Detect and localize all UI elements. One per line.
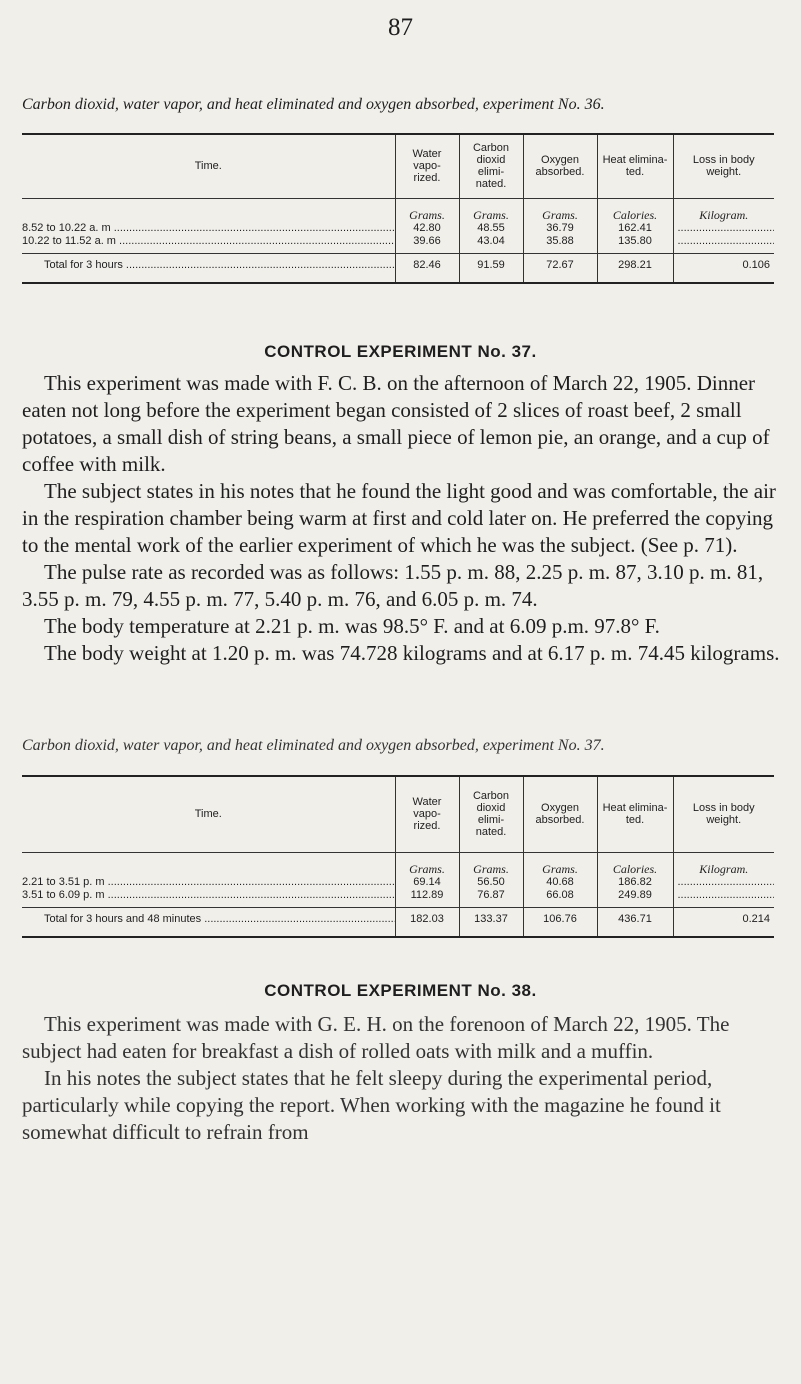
row-time: 8.52 to 10.22 a. m ..... bbox=[22, 222, 395, 235]
total-water: 182.03 bbox=[395, 907, 459, 937]
row-time: 2.21 to 3.51 p. m ..... bbox=[22, 876, 395, 889]
table-experiment-36 bbox=[22, 133, 774, 284]
total-oxygen: 72.67 bbox=[523, 253, 597, 283]
table-experiment-37 bbox=[22, 775, 774, 938]
header-heat: Heat elimina- ted. bbox=[597, 134, 673, 198]
header-loss: Loss in body weight. bbox=[673, 134, 774, 198]
cell-oxygen: 36.79 bbox=[523, 222, 597, 235]
cell-water: 39.66 bbox=[395, 235, 459, 254]
header-co2: Carbon dioxid elimi- nated. bbox=[459, 134, 523, 198]
total-heat: 436.71 bbox=[597, 907, 673, 937]
total-heat: 298.21 bbox=[597, 253, 673, 283]
cell-loss bbox=[673, 889, 774, 908]
units-row: Grams. Grams. Grams. Calories. Kilogram. bbox=[22, 852, 774, 876]
paragraph: The subject states in his notes that he found the light good and was comfortable, the air in the respiration chamber being warm at first and cold later on. He preferred the copying to the mental work of the earlier experiment of which he was the subject. (See p. 71). bbox=[22, 479, 776, 557]
cell-oxygen: 35.88 bbox=[523, 235, 597, 254]
header-oxygen: Oxygen absorbed. bbox=[523, 776, 597, 852]
table-36-caption: Carbon dioxid, water vapor, and heat eliminated and oxygen absorbed, experiment No. 36. bbox=[22, 96, 605, 113]
table-row bbox=[22, 235, 774, 254]
header-time: Time. bbox=[22, 776, 395, 852]
cell-co2: 76.87 bbox=[459, 889, 523, 908]
total-loss: 0.106 bbox=[673, 253, 774, 283]
header-co2: Carbon dioxid elimi- nated. bbox=[459, 776, 523, 852]
paragraph: In his notes the subject states that he felt sleepy during the experimental period, particularly while copying the report. When working with the magazine he found it somewhat difficult to refrain from bbox=[22, 1066, 721, 1144]
paragraph: The body temperature at 2.21 p. m. was 98.5° F. and at 6.09 p.m. 97.8° F. bbox=[44, 614, 660, 638]
cell-oxygen: 66.08 bbox=[523, 889, 597, 908]
total-label: Total for 3 hours and 48 minutes ..... bbox=[22, 907, 395, 937]
cell-heat: 186.82 bbox=[597, 876, 673, 889]
cell-heat: 162.41 bbox=[597, 222, 673, 235]
total-oxygen: 106.76 bbox=[523, 907, 597, 937]
header-time: Time. bbox=[22, 134, 395, 198]
cell-water: 112.89 bbox=[395, 889, 459, 908]
table-row bbox=[22, 222, 774, 235]
header-water: Water vapo- rized. bbox=[395, 776, 459, 852]
header-water: Water vapo- rized. bbox=[395, 134, 459, 198]
total-row bbox=[22, 907, 774, 937]
cell-water: 42.80 bbox=[395, 222, 459, 235]
paragraph: The body weight at 1.20 p. m. was 74.728 kilograms and at 6.17 p. m. 74.45 kilograms. bbox=[44, 641, 780, 665]
paragraph: This experiment was made with F. C. B. on the afternoon of March 22, 1905. Dinner eaten not long before the experiment began consisted of 2 slices of roast beef, 2 small potatoes, a small dish of string beans, a small piece of lemon pie, an orange, and a cup of coffee with milk. bbox=[22, 371, 770, 476]
total-water: 82.46 bbox=[395, 253, 459, 283]
total-loss: 0.214 bbox=[673, 907, 774, 937]
page-number: 87 bbox=[388, 14, 413, 41]
cell-heat: 135.80 bbox=[597, 235, 673, 254]
row-time: 10.22 to 11.52 a. m ..... bbox=[22, 235, 395, 254]
units-row: Grams. Grams. Grams. Calories. Kilogram. bbox=[22, 198, 774, 222]
header-heat: Heat elimina- ted. bbox=[597, 776, 673, 852]
experiment-37-heading: CONTROL EXPERIMENT No. 37. bbox=[264, 342, 537, 361]
experiment-37-text bbox=[22, 370, 782, 667]
total-co2: 91.59 bbox=[459, 253, 523, 283]
cell-heat: 249.89 bbox=[597, 889, 673, 908]
experiment-38-text bbox=[22, 1011, 782, 1146]
cell-oxygen: 40.68 bbox=[523, 876, 597, 889]
total-row bbox=[22, 253, 774, 283]
total-label: Total for 3 hours ..... bbox=[22, 253, 395, 283]
cell-loss bbox=[673, 235, 774, 254]
paragraph: The pulse rate as recorded was as follows: 1.55 p. m. 88, 2.25 p. m. 87, 3.10 p. m. 81, 3.55 p. m. 79, 4.55 p. m. 77, 5.40 p. m. 76, and 6.05 p. m. 74. bbox=[22, 560, 764, 611]
cell-loss bbox=[673, 876, 774, 889]
header-loss: Loss in body weight. bbox=[673, 776, 774, 852]
table-37-caption: Carbon dioxid, water vapor, and heat eliminated and oxygen absorbed, experiment No. 37. bbox=[22, 737, 605, 754]
cell-water: 69.14 bbox=[395, 876, 459, 889]
cell-loss bbox=[673, 222, 774, 235]
table-row bbox=[22, 889, 774, 908]
cell-co2: 56.50 bbox=[459, 876, 523, 889]
total-co2: 133.37 bbox=[459, 907, 523, 937]
row-time: 3.51 to 6.09 p. m ..... bbox=[22, 889, 395, 908]
cell-co2: 48.55 bbox=[459, 222, 523, 235]
header-oxygen: Oxygen absorbed. bbox=[523, 134, 597, 198]
table-row bbox=[22, 876, 774, 889]
experiment-38-heading: CONTROL EXPERIMENT No. 38. bbox=[264, 981, 537, 1000]
paragraph: This experiment was made with G. E. H. on the forenoon of March 22, 1905. The subject had eaten for breakfast a dish of rolled oats with milk and a muffin. bbox=[22, 1012, 730, 1063]
cell-co2: 43.04 bbox=[459, 235, 523, 254]
